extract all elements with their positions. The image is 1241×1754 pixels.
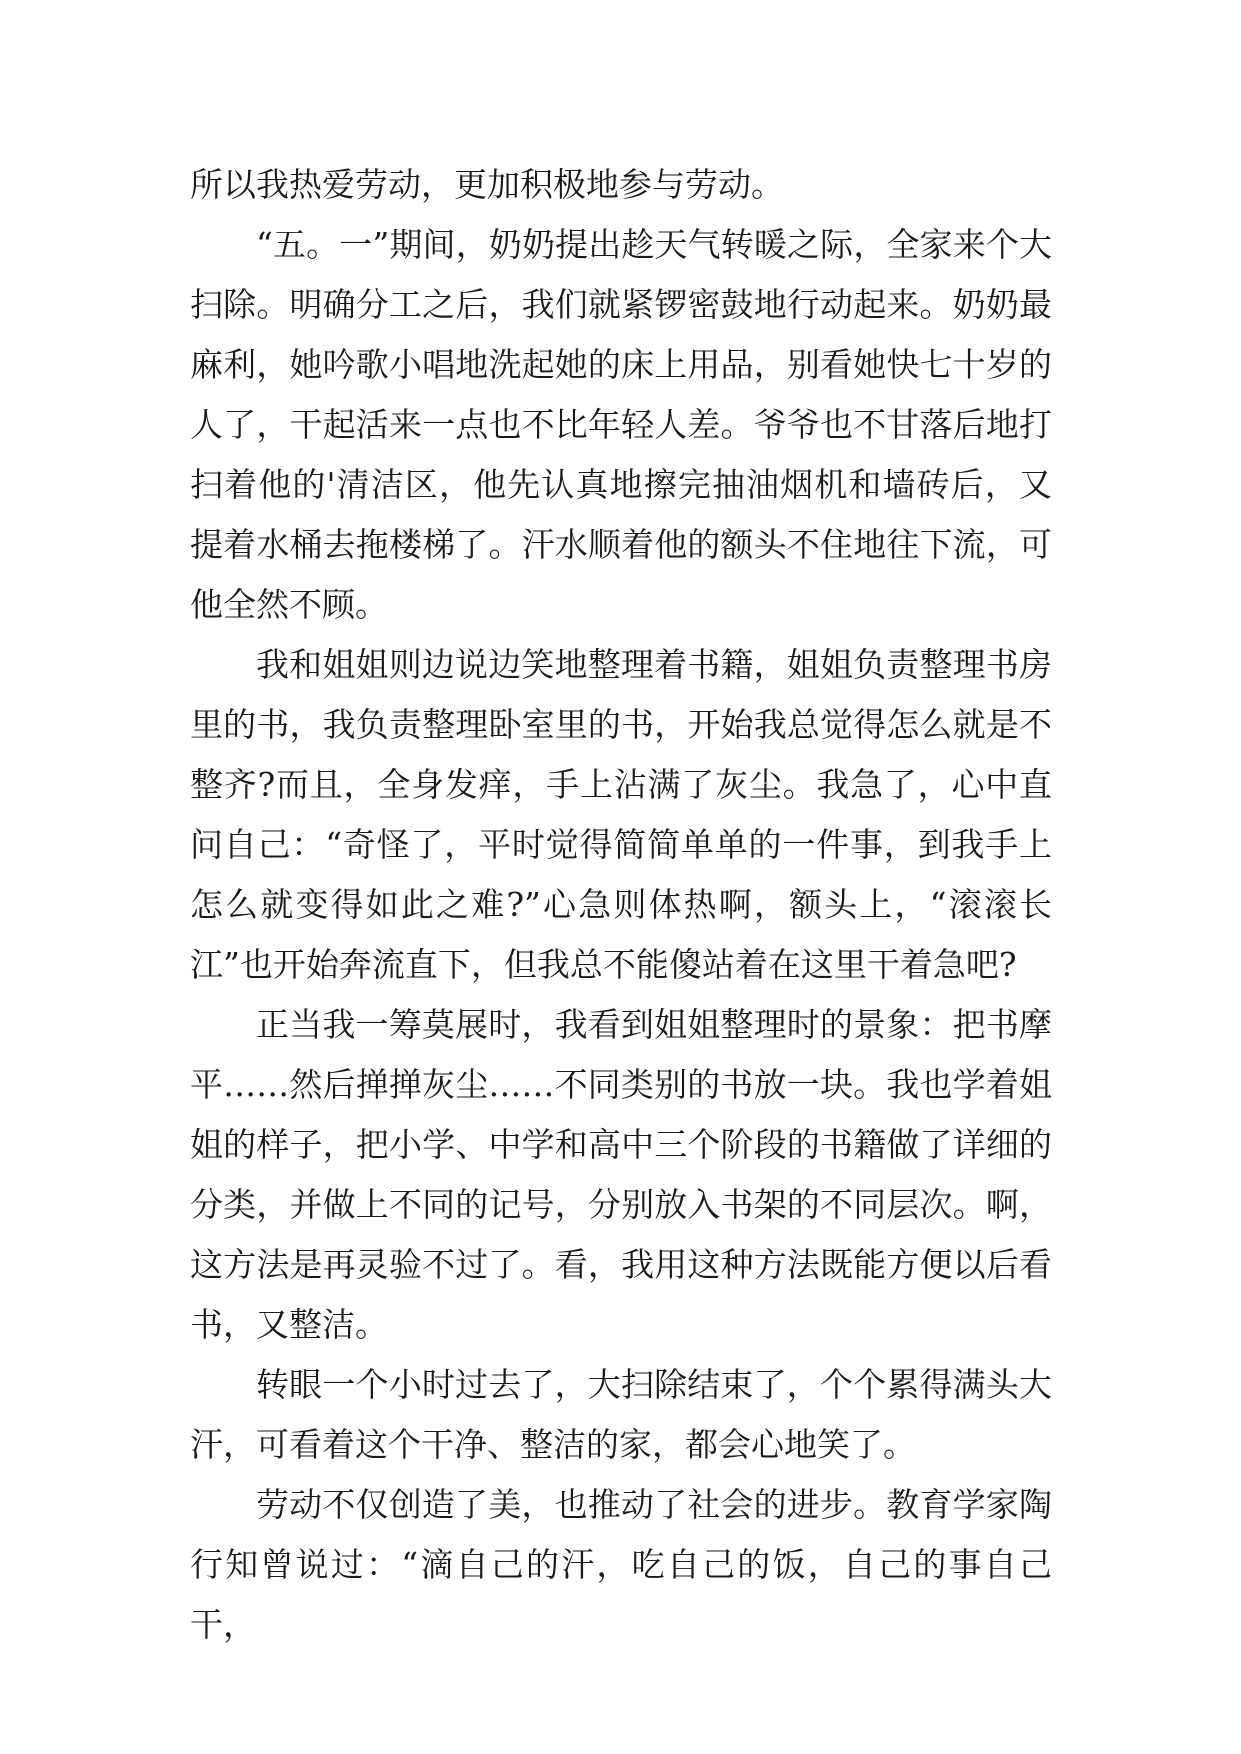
paragraph-sister-method: 正当我一筹莫展时，我看到姐姐整理时的景象：把书摩平……然后掸掸灰尘……不同类别的书放一块。我也学着姐姐的样子，把小学、中学和高中三个阶段的书籍做了详细的分类，并做上不同的记号，分别放入书架的不同层次。啊，这方法是再灵验不过了。看，我用这种方法既能方便以后看书，又整洁。 bbox=[190, 1005, 1052, 1344]
paragraph-continuation: 所以我热爱劳动，更加积极地参与劳动。 bbox=[190, 165, 784, 204]
essay-body bbox=[190, 155, 1052, 1655]
paragraph-organizing-books: 我和姐姐则边说边笑地整理着书籍，姐姐负责整理书房里的书，我负责整理卧室里的书，开始我总觉得怎么就是不整齐?而且，全身发痒，手上沾满了灰尘。我急了，心中直问自己：“奇怪了，平时觉得简简单单的一件事，到我手上怎么就变得如此之难?”心急则体热啊，额头上，“滚滚长江”也开始奔流直下，但我总不能傻站着在这里干着急吧? bbox=[190, 645, 1052, 984]
paragraph-labor-value: 劳动不仅创造了美，也推动了社会的进步。教育学家陶行知曾说过：“滴自己的汗，吃自己的饭，自己的事自己干， bbox=[190, 1485, 1052, 1644]
paragraph-cleaning-finished: 转眼一个小时过去了，大扫除结束了，个个累得满头大汗，可看着这个干净、整洁的家，都会心地笑了。 bbox=[190, 1365, 1052, 1464]
paragraph-may-day-cleaning: “五。一”期间，奶奶提出趁天气转暖之际，全家来个大扫除。明确分工之后，我们就紧锣密鼓地行动起来。奶奶最麻利，她吟歌小唱地洗起她的床上用品，别看她快七十岁的人了，干起活来一点也不比年轻人差。爷爷也不甘落后地打扫着他的'清洁区，他先认真地擦完抽油烟机和墙砖后，又提着水桶去拖楼梯了。汗水顺着他的额头不住地往下流，可他全然不顾。 bbox=[190, 225, 1052, 624]
